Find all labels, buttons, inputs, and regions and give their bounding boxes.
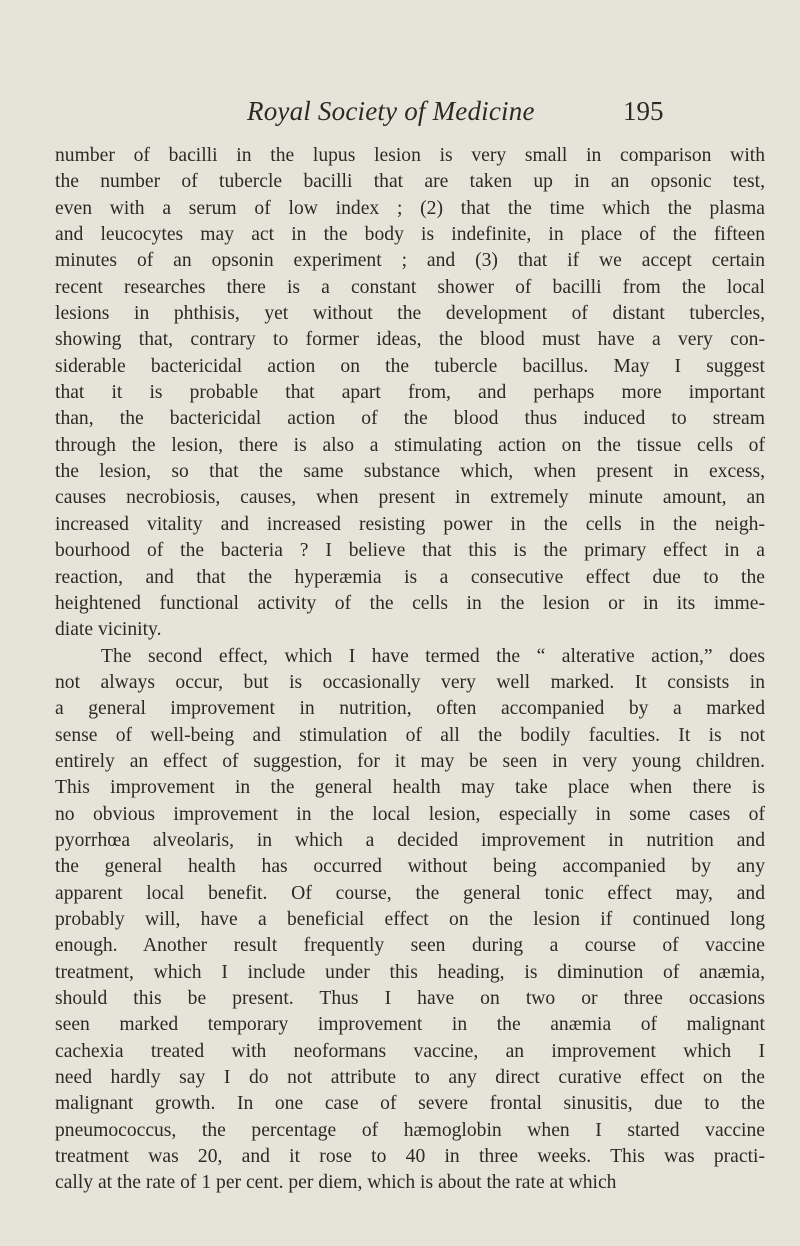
text-line: heightened functional activity of the cells in the lesion or in its imme-: [55, 592, 765, 614]
text-line: This improvement in the general health may take place when there is: [55, 777, 765, 799]
text-line: not always occur, but is occasionally very well marked. It consists in: [55, 671, 765, 693]
text-line: should this be present. Thus I have on two or three occasions: [55, 988, 765, 1009]
text-line: probably will, have a beneficial effect on the lesion if continued long: [55, 908, 765, 930]
text-line: pneumococcus, the percentage of hæmoglobin when I started vaccine: [55, 1119, 765, 1141]
text-line: and leucocytes may act in the body is indefinite, in place of the fifteen: [55, 224, 765, 246]
text-line: treatment was 20, and it rose to 40 in three weeks. This was practi-: [55, 1146, 765, 1168]
text-line: no obvious improvement in the local lesion, especially in some cases of: [55, 803, 765, 825]
text-line: apparent local benefit. Of course, the general tonic effect may, and: [55, 882, 765, 904]
text-line: that it is probable that apart from, and perhaps more important: [55, 382, 765, 404]
text-line: bourhood of the bacteria ? I believe that this is the primary effect in a: [55, 540, 765, 562]
text-line: need hardly say I do not attribute to any direct curative effect on the: [55, 1067, 765, 1089]
text-line: than, the bactericidal action of the blood thus induced to stream: [55, 408, 765, 430]
running-head: [0, 96, 800, 132]
text-line: cachexia treated with neoformans vaccine, an improvement which I: [55, 1040, 765, 1062]
text-line: even with a serum of low index ; (2) that the time which the plasma: [55, 197, 765, 219]
text-line: entirely an effect of suggestion, for it may be seen in very young children.: [55, 750, 765, 772]
text-line: enough. Another result frequently seen during a course of vaccine: [55, 935, 765, 957]
text-line: through the lesion, there is also a stimulating action on the tissue cells of: [55, 434, 765, 456]
text-line: reaction, and that the hyperæmia is a consecutive effect due to the: [55, 566, 765, 588]
text-line: diate vicinity.: [55, 619, 162, 641]
text-line: the general health has occurred without being accompanied by any: [55, 856, 765, 878]
text-line: a general improvement in nutrition, often accompanied by a marked: [55, 698, 765, 720]
text-line: minutes of an opsonin experiment ; and (3) that if we accept certain: [55, 250, 765, 272]
page-number: 195: [623, 96, 664, 126]
text-line: The second effect, which I have termed the “ alterative action,” does: [101, 645, 765, 667]
text-line: recent researches there is a constant shower of bacilli from the local: [55, 276, 765, 298]
text-line: the lesion, so that the same substance which, when present in excess,: [55, 461, 765, 483]
body-text: [55, 143, 765, 1197]
text-line: treatment, which I include under this heading, is diminution of anæmia,: [55, 961, 765, 983]
running-title: Royal Society of Medicine: [247, 96, 535, 126]
text-line: number of bacilli in the lupus lesion is very small in comparison with: [55, 145, 765, 166]
text-line: increased vitality and increased resisting power in the cells in the neigh-: [55, 513, 765, 535]
text-line: sense of well-being and stimulation of all the bodily faculties. It is not: [55, 724, 765, 746]
text-line: the number of tubercle bacilli that are taken up in an opsonic test,: [55, 171, 765, 193]
text-line: showing that, contrary to former ideas, the blood must have a very con-: [55, 329, 765, 351]
text-line: lesions in phthisis, yet without the development of distant tubercles,: [55, 303, 765, 325]
text-line: siderable bactericidal action on the tubercle bacillus. May I suggest: [55, 355, 765, 377]
text-line: cally at the rate of 1 per cent. per diem, which is about the rate at which: [55, 1172, 617, 1194]
text-line: causes necrobiosis, causes, when present in extremely minute amount, an: [55, 487, 765, 509]
text-line: seen marked temporary improvement in the anæmia of malignant: [55, 1014, 765, 1036]
text-line: malignant growth. In one case of severe frontal sinusitis, due to the: [55, 1093, 765, 1115]
text-line: pyorrhœa alveolaris, in which a decided improvement in nutrition and: [55, 829, 765, 851]
